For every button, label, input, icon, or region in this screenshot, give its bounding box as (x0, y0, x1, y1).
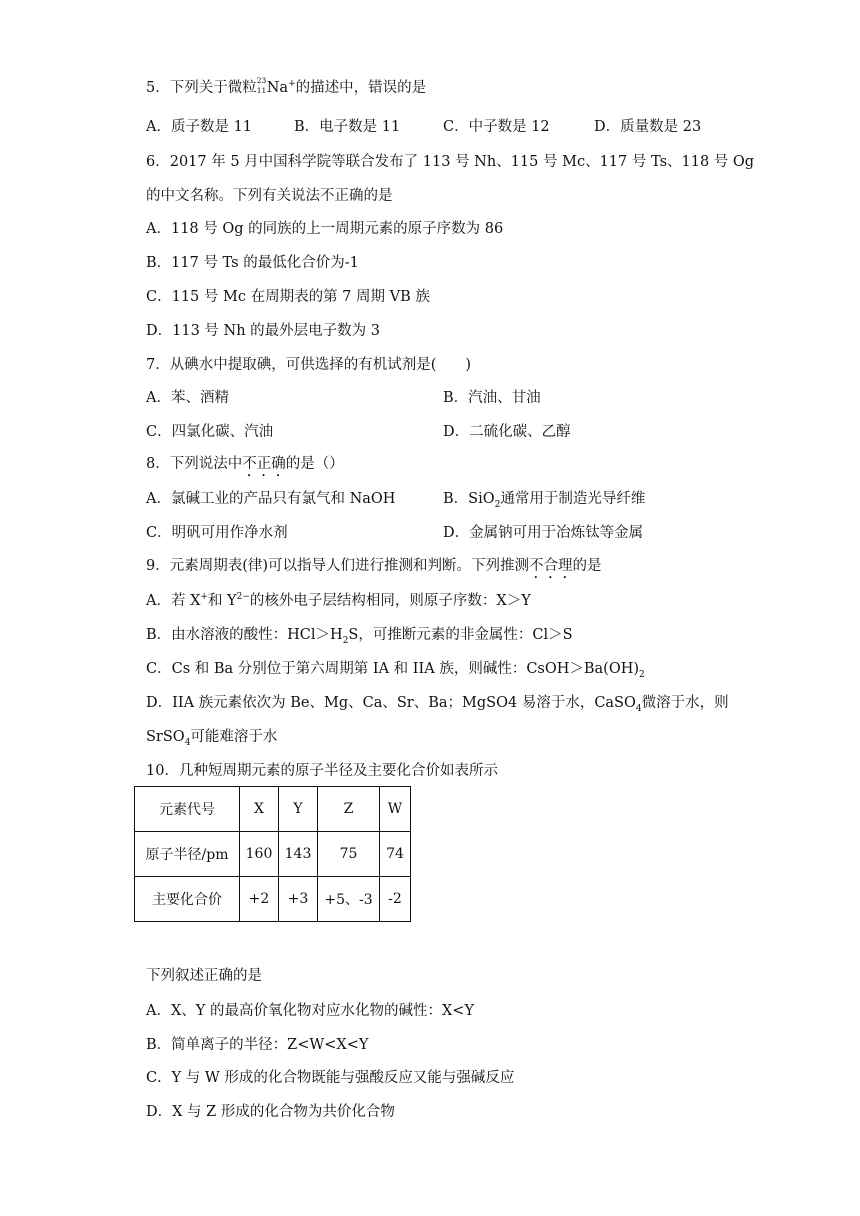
q9-option-a-post: 的核外电子层结构相同，则原子序数：X＞Y (249, 593, 531, 609)
q9-option-a-pre: A．若 X (146, 593, 201, 609)
q9-stem (146, 556, 602, 582)
q9-option-d-cont (146, 727, 277, 747)
q7-option-c: C．四氯化碳、汽油 (146, 424, 274, 440)
table-cell: 160 (240, 832, 279, 877)
q6-option-a: A．118 号 Og 的同族的上一周期元素的原子序数为 86 (146, 221, 504, 237)
table-cell: X (240, 787, 279, 832)
q8-stem-post: 的是（） (285, 456, 344, 472)
q5-option-c: C．中子数是 12 (443, 119, 550, 135)
q6-option-d: D．113 号 Nh 的最外层电子数为 3 (146, 323, 380, 339)
q10-stem: 10．几种短周期元素的原子半径及主要化合价如表所示 (146, 763, 498, 779)
q5-stem (146, 78, 426, 98)
q9-option-d-cont-pre: SrSO (146, 729, 185, 745)
q5-stem-post: 的描述中，错误的是 (295, 80, 427, 96)
q9-option-c-pre: C．Cs 和 Ba 分别位于第六周期第 IA 和 IIA 族，则碱性：CsOH＞Ba(OH) (146, 661, 640, 677)
q6-stem-line2: 的中文名称。下列有关说法不正确的是 (146, 188, 393, 204)
q8-option-d: D．金属钠可用于冶炼钛等金属 (443, 525, 644, 541)
table-cell: -2 (380, 877, 411, 922)
q9-option-b-post: S，可推断元素的非金属性：Cl＞S (348, 627, 573, 643)
table-cell: W (380, 787, 411, 832)
q8-stem (146, 454, 344, 480)
q9-option-a-sup2: 2− (236, 592, 250, 603)
nuclide-mass-number: 23 (256, 76, 267, 85)
q9-option-b (146, 625, 573, 645)
q9-stem-post: 的是 (572, 558, 602, 574)
table-row (135, 877, 411, 922)
q8-option-b-pre: B．SiO (443, 491, 495, 507)
q6-option-b: B．117 号 Ts 的最低化合价为-1 (146, 255, 359, 271)
q10-prompt: 下列叙述正确的是 (146, 968, 262, 984)
table-cell: 主要化合价 (135, 877, 240, 922)
q7-option-d: D．二硫化碳、乙醇 (443, 424, 571, 440)
q9-option-a (146, 591, 531, 611)
q9-stem-emphasis: 不合理 (529, 558, 573, 574)
table-cell: 75 (318, 832, 380, 877)
table-cell: +5、-3 (318, 877, 380, 922)
q8-option-b-post: 通常用于制造光导纤维 (500, 491, 646, 507)
q9-option-b-pre: B．由水溶液的酸性：HCl＞H (146, 627, 343, 643)
q8-option-a: A．氯碱工业的产品只有氯气和 NaOH (146, 491, 396, 507)
element-table (134, 786, 411, 922)
q5-option-d: D．质量数是 23 (594, 119, 702, 135)
q7-option-b: B．汽油、甘油 (443, 390, 541, 406)
q5-stem-pre: 5．下列关于微粒 (146, 80, 257, 96)
q8-stem-emphasis: 不正确 (242, 456, 286, 472)
nuclide-charge: + (288, 79, 296, 90)
table-row (135, 832, 411, 877)
q8-option-b-sub: 2 (494, 499, 501, 510)
q8-option-b (443, 489, 645, 509)
q10-option-c: C．Y 与 W 形成的化合物既能与强酸反应又能与强碱反应 (146, 1070, 515, 1086)
nuclide-symbol: Na (266, 80, 289, 96)
nuclide-atomic-number: 11 (256, 86, 267, 95)
q9-option-d-cont-post: 可能难溶于水 (190, 729, 278, 745)
q7-option-a: A．苯、酒精 (146, 390, 229, 406)
q9-option-c-sub: 2 (639, 669, 645, 680)
q8-stem-pre: 8．下列说法中 (146, 456, 243, 472)
q9-stem-pre: 9．元素周期表(律)可以指导人们进行推测和判断。下列推测 (146, 558, 530, 574)
table-cell: 原子半径/pm (135, 832, 240, 877)
q9-option-a-sup1: + (200, 592, 208, 603)
q9-option-c (146, 659, 645, 679)
q10-option-d: D．X 与 Z 形成的化合物为共价化合物 (146, 1104, 395, 1120)
q5-nuclide (256, 76, 267, 95)
q9-option-d-sub: 4 (635, 703, 642, 714)
q5-option-b: B．电子数是 11 (294, 119, 401, 135)
q9-option-b-sub: 2 (342, 635, 349, 646)
q9-option-d-pre: D．IIA 族元素依次为 Be、Mg、Ca、Sr、Ba；MgSO4 易溶于水，CaSO (146, 695, 636, 711)
table-cell: +3 (279, 877, 318, 922)
q7-stem: 7．从碘水中提取碘，可供选择的有机试剂是( ) (146, 357, 472, 373)
table-cell: 元素代号 (135, 787, 240, 832)
q6-option-c: C．115 号 Mc 在周期表的第 7 周期 VB 族 (146, 289, 430, 305)
q9-option-d (146, 693, 729, 713)
q10-option-a: A．X、Y 的最高价氧化物对应水化物的碱性：X<Y (146, 1003, 475, 1019)
q9-option-d-cont-sub: 4 (184, 737, 191, 748)
q9-option-d-post: 微溶于水，则 (641, 695, 729, 711)
q10-option-b: B．简单离子的半径：Z<W<X<Y (146, 1037, 369, 1053)
table-cell: Z (318, 787, 380, 832)
q8-option-c: C．明矾可用作净水剂 (146, 525, 288, 541)
table-row (135, 787, 411, 832)
table-cell: 74 (380, 832, 411, 877)
q6-stem-line1: 6．2017 年 5 月中国科学院等联合发布了 113 号 Nh、115 号 Mc、117 号 Ts、118 号 Og (146, 154, 755, 170)
table-cell: 143 (279, 832, 318, 877)
table-cell: +2 (240, 877, 279, 922)
table-cell: Y (279, 787, 318, 832)
q9-option-a-mid: 和 Y (207, 593, 237, 609)
q5-option-a: A．质子数是 11 (146, 119, 253, 135)
